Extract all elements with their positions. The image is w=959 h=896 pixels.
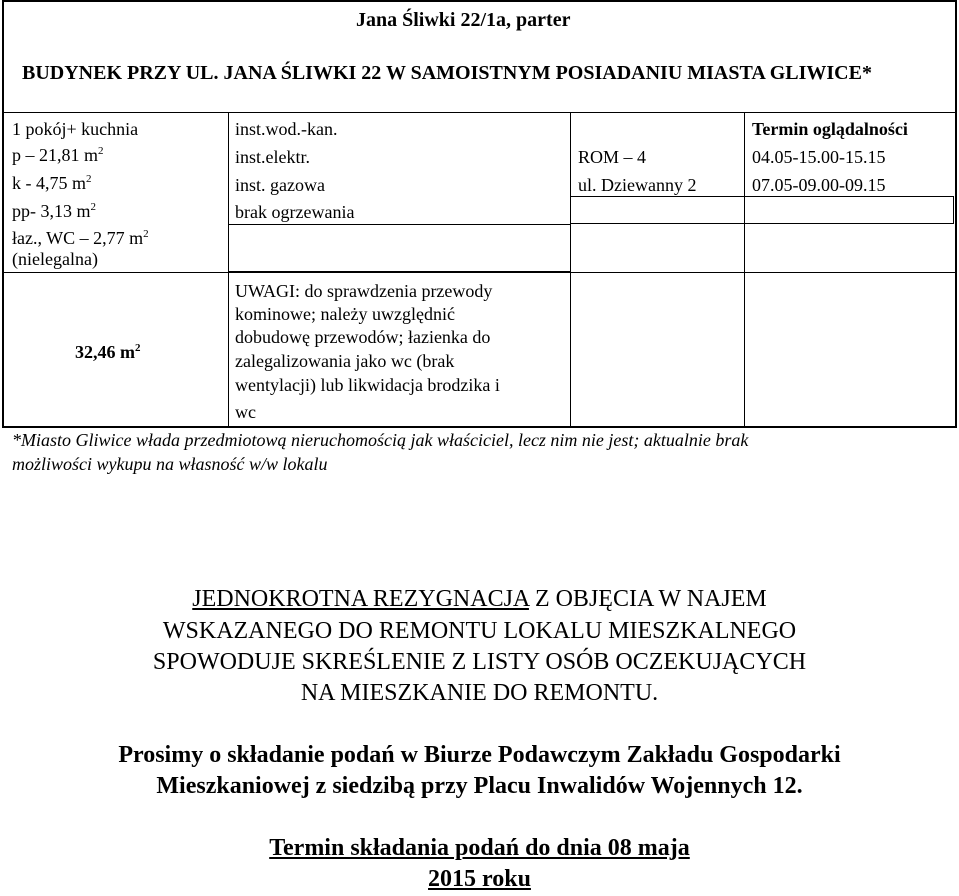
remarks-top-line — [2, 272, 957, 273]
notice-line-1-rest: Z OBJĘCIA W NAJEM — [528, 586, 767, 612]
notice-underlined: JEDNOKROTNA REZYGNACJA — [192, 586, 529, 612]
viewing-header: Termin oglądalności — [752, 119, 908, 139]
m2-superscript: 2 — [86, 173, 92, 185]
viewing-date-2: 07.05-09.00-09.15 — [752, 175, 886, 195]
remarks-line-3: dobudowę przewodów; łazienka do — [235, 327, 491, 347]
room-pp-area — [12, 202, 96, 220]
room-laz-area — [12, 229, 149, 247]
remarks-line-1: UWAGI: do sprawdzenia przewody — [235, 281, 493, 301]
install-water: inst.wod.-kan. — [235, 119, 338, 139]
remarks-line-4: zalegalizowania jako wc (brak — [235, 351, 455, 371]
submission-line-2: Mieszkaniowej z siedzibą przy Placu Inwalidów Wojennych 12. — [156, 773, 803, 799]
notice-line-4: NA MIESZKANIE DO REMONTU. — [300, 680, 659, 706]
notice-line-2: WSKAZANEGO DO REMONTU LOKALU MIESZKALNEGO — [162, 618, 797, 644]
install-electric: inst.elektr. — [235, 147, 310, 167]
room-pp-text: pp- 3,13 m — [12, 201, 91, 221]
room-laz-note: (nielegalna) — [12, 249, 98, 269]
empty-cell-rom — [570, 196, 745, 224]
rooms-kitchen-label: 1 pokój+ kuchnia — [12, 119, 139, 139]
deadline-line-2 — [0, 867, 959, 891]
footnote-line-2: możliwości wykupu na własność w/w lokalu — [12, 454, 328, 474]
building-title: BUDYNEK PRZY UL. JANA ŚLIWKI 22 W SAMOISTNYM POSIADANIU MIASTA GLIWICE* — [22, 62, 872, 84]
m2-superscript: 2 — [143, 228, 149, 240]
room-p-text: p – 21,81 m — [12, 145, 99, 165]
install-heating: brak ogrzewania — [235, 202, 355, 222]
install-gas: inst. gazowa — [235, 175, 325, 195]
deadline-text-2: 2015 roku — [428, 866, 531, 892]
deadline-line-1 — [0, 836, 959, 860]
empty-cell-viewing — [744, 196, 954, 224]
deadline-text-1: Termin składania podań do dnia 08 maja — [269, 835, 690, 861]
notice-line-3: SPOWODUJE SKREŚLENIE Z LISTY OSÓB OCZEKUJĄCYCH — [152, 649, 807, 675]
rom-number: ROM – 4 — [578, 147, 647, 167]
total-area — [75, 343, 141, 361]
submission-line-1: Prosimy o składanie podań w Biurze Podawczym Zakładu Gospodarki — [118, 742, 841, 768]
m2-superscript: 2 — [135, 342, 141, 354]
table-top-line — [2, 112, 957, 113]
footnote-line-1: *Miasto Gliwice włada przedmiotową nieruchomością jak właściciel, lecz nim nie jest; aktualnie brak — [12, 430, 749, 450]
room-p-area — [12, 146, 104, 164]
notice-line-1 — [0, 587, 959, 611]
address-title: Jana Śliwki 22/1a, parter — [356, 9, 571, 31]
column-divider-3 — [744, 112, 745, 426]
total-area-text: 32,46 m — [75, 342, 135, 362]
room-laz-text: łaz., WC – 2,77 m — [12, 228, 144, 248]
rom-street: ul. Dziewanny 2 — [578, 175, 697, 195]
room-k-area — [12, 174, 92, 192]
remarks-line-6: wc — [235, 402, 256, 422]
room-k-text: k - 4,75 m — [12, 173, 86, 193]
remarks-line-2: kominowe; należy uwzględnić — [235, 304, 455, 324]
remarks-line-5: wentylacji) lub likwidacja brodzika i — [235, 375, 500, 395]
m2-superscript: 2 — [90, 201, 96, 213]
empty-cell-install — [228, 224, 571, 272]
viewing-date-1: 04.05-15.00-15.15 — [752, 147, 886, 167]
m2-superscript: 2 — [98, 145, 104, 157]
